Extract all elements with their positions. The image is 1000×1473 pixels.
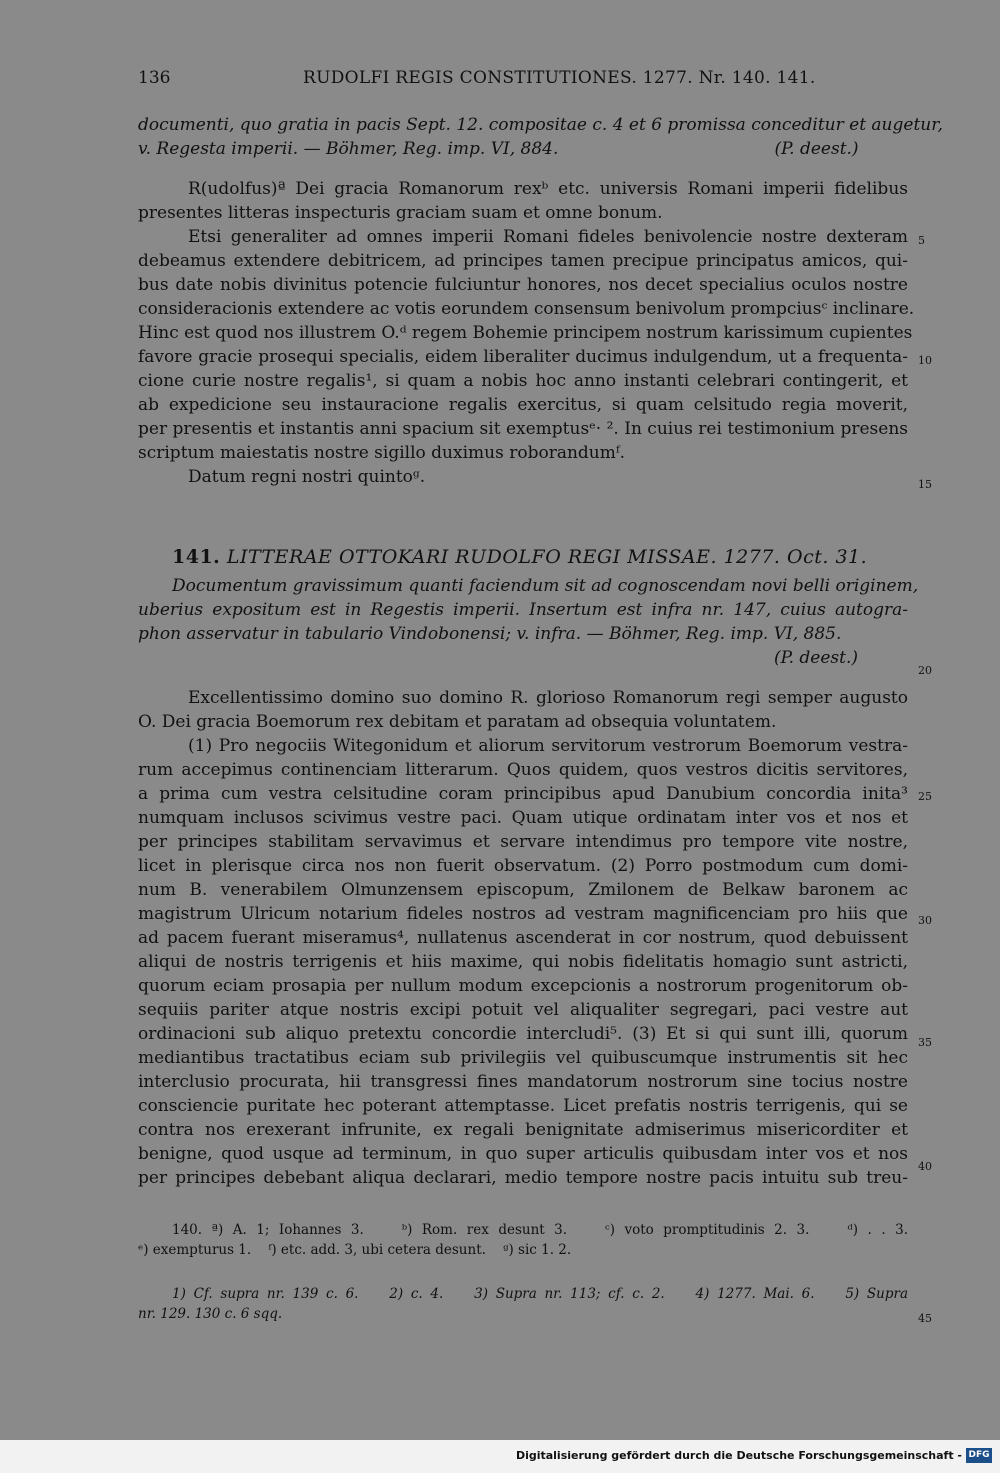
text-line: ordinacioni sub aliquo pretextu concordie intercludi⁵. (3) Et si qui sunt illi, quorum: [138, 1024, 908, 1044]
line-number: 20: [918, 664, 932, 677]
text-line: Etsi generaliter ad omnes imperii Romani fideles benivolencie nostre dexteram: [188, 227, 908, 247]
line-number: 15: [918, 478, 932, 491]
funding-text: Digitalisierung gefördert durch die Deutsche Forschungsgemeinschaft -: [515, 1449, 962, 1462]
text-line: quorum eciam prosapia per nullum modum excepcionis a nostrorum progenitorum ob-: [138, 976, 908, 996]
text-line: presentes litteras inspecturis graciam suam et omne bonum.: [138, 203, 663, 223]
line-number: 25: [918, 790, 932, 803]
intro-line: uberius expositum est in Regestis imperii. Insertum est infra nr. 147, cuius autogra-: [138, 600, 908, 620]
text-line: licet in plerisque circa nos non fuerit observatum. (2) Porro postmodum cum domi-: [138, 856, 908, 876]
text-line: R(udolfus)ª Dei gracia Romanorum rexᵇ etc. universis Romani imperii fidelibus: [188, 179, 908, 199]
text-line: favore gracie prosequi specialis, eidem liberaliter ducimus indulgendum, ut a frequenta-: [138, 347, 908, 367]
text-line: rum accepimus continenciam litterarum. Quos quidem, quos vestros dicitis servitores,: [138, 760, 908, 780]
text-line: a prima cum vestra celsitudine coram principibus apud Danubium concordia inita³: [138, 784, 908, 804]
line-number: 40: [918, 1160, 932, 1173]
line-number: 10: [918, 354, 932, 367]
dfg-logo: DFG: [966, 1448, 992, 1463]
doc141-title: [172, 546, 867, 568]
intro-line: documenti, quo gratia in pacis Sept. 12. compositae c. 4 et 6 promissa conceditur et augetur,: [138, 115, 943, 135]
text-line: mediantibus tractatibus eciam sub privilegiis vel quibuscumque instrumentis sit hec: [138, 1048, 908, 1068]
text-line: per presentis et instantis anni spacium sit exemptusᵉ· ². In cuius rei testimonium presens: [138, 419, 908, 439]
doc141-intro: [138, 574, 919, 670]
text-line: ab expedicione seu instauracione regalis exercitus, si quam celsitudo regia moverit,: [138, 395, 908, 415]
text-line: cione curie nostre regalis¹, si quam a nobis hoc anno instanti celebrari contingerit, et: [138, 371, 908, 391]
text-line: Datum regni nostri quintoᵍ.: [188, 467, 426, 487]
doc141-text: [138, 686, 908, 1190]
line-number: 35: [918, 1036, 932, 1049]
intro-line: v. Regesta imperii. — Böhmer, Reg. imp. VI, 884. (P. deest.): [138, 139, 859, 159]
text-line: consideracionis extendere ac votis eorundem consensum benivolum prompciusᶜ inclinare.: [138, 299, 915, 319]
doc-number: 141.: [172, 546, 221, 568]
text-line: consciencie puritate hec poterant attemptasse. Licet prefatis nostris terrigenis, qui se: [138, 1096, 908, 1116]
note-line: ᵉ) exempturus 1. ᶠ) etc. add. 3, ubi cetera desunt. ᵍ) sic 1. 2.: [138, 1242, 572, 1258]
text-line: num B. venerabilem Olmunzensem episcopum, Zmilonem de Belkaw baronem ac: [138, 880, 908, 900]
text-line: interclusio procurata, hii transgressi fines mandatorum nostrorum sine tocius nostre: [138, 1072, 908, 1092]
page-number: 136: [138, 68, 171, 88]
text-line: debeamus extendere debitricem, ad principes tamen precipue principatus amicos, qui-: [138, 251, 908, 271]
text-line: ad pacem fuerant miseramus⁴, nullatenus ascenderat in cor nostrum, quod debuissent: [138, 928, 908, 948]
intro-line: Documentum gravissimum quanti faciendum sit ad cognoscendam novi belli originem,: [172, 576, 919, 596]
text-line: Hinc est quod nos illustrem O.ᵈ regem Bohemie principem nostrum karissimum cupientes: [138, 323, 913, 343]
note-line: 1) Cf. supra nr. 139 c. 6. 2) c. 4. 3) Supra nr. 113; cf. c. 2. 4) 1277. Mai. 6. 5) Supra: [172, 1286, 908, 1302]
text-line: O. Dei gracia Boemorum rex debitam et paratam ad obsequia voluntatem.: [138, 712, 777, 732]
text-line: (1) Pro negociis Witegonidum et aliorum servitorum vestrorum Boemorum vestra-: [188, 736, 908, 756]
text-line: scriptum maiestatis nostre sigillo duximus roborandumᶠ.: [138, 443, 626, 463]
line-number: 45: [918, 1312, 932, 1325]
apparatus-notes: [138, 1220, 908, 1260]
text-line: bus date nobis divinitus potencie fulciuntur honores, nos decet specialius oculos nostre: [138, 275, 908, 295]
line-number: 5: [918, 234, 925, 247]
line-number: 30: [918, 914, 932, 927]
intro-line: (P. deest.): [773, 648, 858, 668]
text-line: magistrum Ulricum notarium fideles nostros ad vestram magnificenciam pro hiis que: [138, 904, 908, 924]
text-line: contra nos erexerant infrunite, ex regali benignitate admiserimus misericorditer et: [138, 1120, 908, 1140]
funding-footer: [0, 1440, 1000, 1473]
doc-heading: LITTERAE OTTOKARI RUDOLFO REGI MISSAE. 1277. Oct. 31.: [226, 546, 868, 568]
text-line: benigne, quod usque ad terminum, in quo super articulis quibusdam inter vos et nos: [138, 1144, 908, 1164]
text-line: aliqui de nostris terrigenis et hiis maxime, qui nobis fidelitatis homagio sunt astricti,: [138, 952, 908, 972]
text-line: per principes debebant aliqua declarari, medio tempore nostre pacis intuitu sub treu-: [138, 1168, 908, 1188]
intro-line: phon asservatur in tabulario Vindobonensi; v. infra. — Böhmer, Reg. imp. VI, 885.: [138, 624, 842, 644]
text-line: numquam inclusos scivimus vestre paci. Quam utique ordinatam inter vos et nos et: [138, 808, 908, 828]
text-line: Excellentissimo domino suo domino R. glorioso Romanorum regi semper augusto: [188, 688, 908, 708]
source-notes: [138, 1284, 908, 1324]
note-line: 140. ª) A. 1; Iohannes 3. ᵇ) Rom. rex desunt 3. ᶜ) voto promptitudinis 2. 3. ᵈ) . . 3.: [172, 1222, 908, 1238]
running-title: RUDOLFI REGIS CONSTITUTIONES. 1277. Nr. 140. 141.: [303, 68, 816, 88]
note-line: nr. 129. 130 c. 6 sqq.: [138, 1306, 283, 1322]
doc140-intro: [138, 113, 943, 161]
text-line: sequiis pariter atque nostris excipi potuit vel aliqualiter segregari, paci vestre aut: [138, 1000, 908, 1020]
doc140-text: [138, 177, 915, 489]
text-line: per principes stabilitam servavimus et servare intendimus pro tempore vite nostre,: [138, 832, 908, 852]
